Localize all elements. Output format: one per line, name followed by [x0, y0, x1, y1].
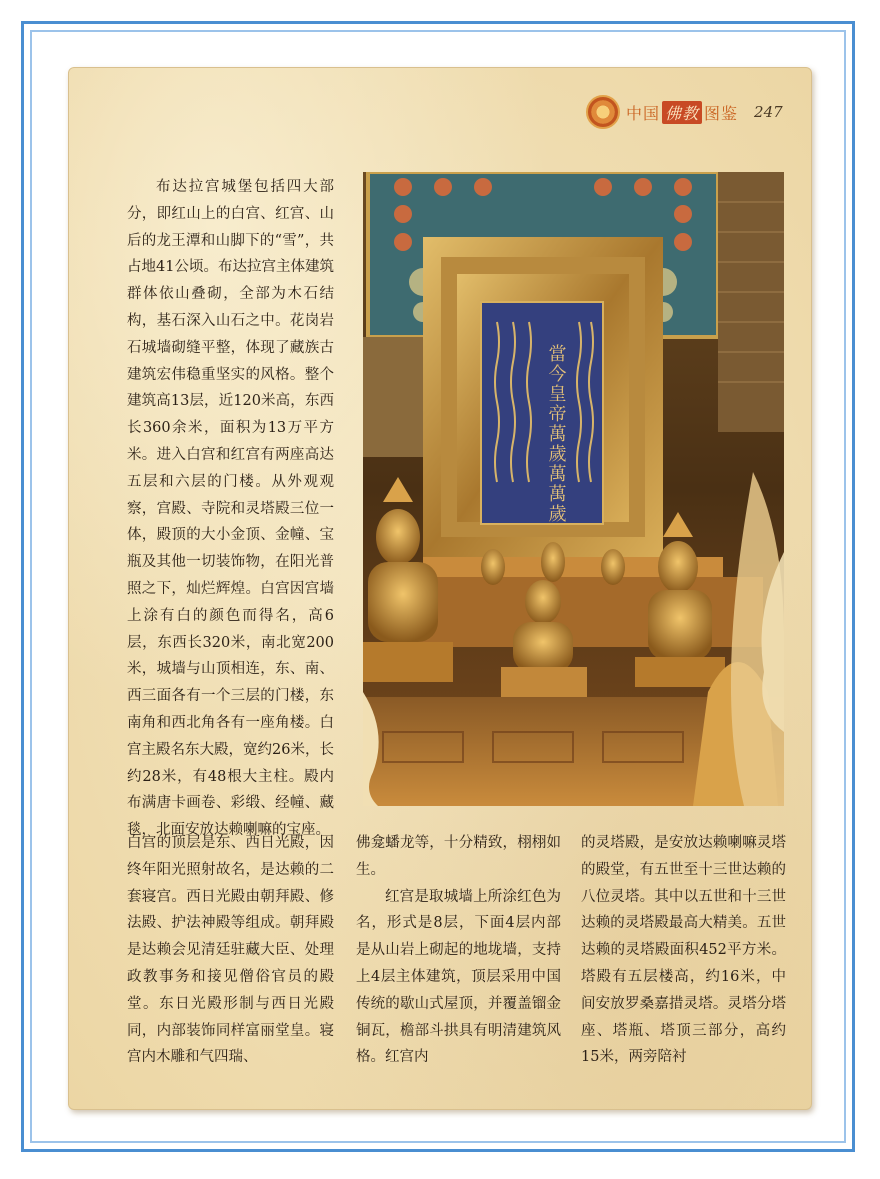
paragraph-potala-intro: 布达拉宫城堡包括四大部分，即红山上的白宫、红宫、山后的龙王潭和山脚下的“雪”，共占地41公顷。布达拉宫主体建筑群体依山叠砌，全部为木石结构，基石深入山石之中。花岗岩石城墙砌缝平整，体现了藏族古建筑宏伟稳重坚实的风格。整个建筑高13层，近120米高，东西长360余米，面积为13万平方米。进入白宫和红宫有两座高达五层和六层的门楼。从外观观察，宫殿、寺院和灵塔殿三位一体，殿顶的大小金顶、金幢、宝瓶及其他一切装饰物，在阳光普照之下，灿烂辉煌。白宫因宫墙上涂有白的颜色而得名，高6层，东西长320米，南北宽200米，城墙与山顶相连，东、南、西三面各有一个三层的门楼，东南角和西北角各有一座角楼。白宫主殿名东大殿，宽约26米，长约28米，有48根大主柱。殿内布满唐卡画卷、彩缎、经幢、藏毯，北面安放达赖喇嘛的宝座。 [127, 179, 334, 839]
book-title-highlight: 佛教 [662, 101, 702, 124]
column-1-lower [127, 830, 334, 1071]
book-title [626, 101, 738, 124]
column-3 [581, 830, 786, 1071]
page-number: 247 [754, 103, 783, 121]
book-title-right: 图鉴 [704, 103, 739, 123]
book-title-left: 中国 [626, 103, 661, 123]
column-2 [356, 830, 561, 1071]
dharma-wheel-logo-icon [586, 95, 620, 129]
paragraph-red-palace: 红宫是取城墙上所涂红色为名，形式是8层，下面4层内部是从山岩上砌起的地垅墙，支持上4层主体建筑，顶层采用中国传统的歇山式屋顶，并覆盖镏金铜瓦，檐部斗拱具有明清建筑风格。红宫内 [356, 888, 561, 1066]
paragraph-white-palace-continued: 白宫的顶层是东、西日光殿，因终年阳光照射故名，是达赖的二套寝宫。西日光殿由朝拜殿、修法殿、护法神殿等组成。朝拜殿是达赖会见清廷驻藏大臣、处理政教事务和接见僧俗官员的殿堂。东日光殿形制与西日光殿同，内部装饰同样富丽堂皇。寝宫内木雕和气四瑞、 [127, 835, 334, 1066]
column-1-upper [127, 174, 334, 844]
paragraph-stupa-hall: 的灵塔殿，是安放达赖喇嘛灵塔的殿堂，有五世至十三世达赖的八位灵塔。其中以五世和十三世达赖的灵塔殿最高大精美。五世达赖的灵塔殿面积452平方米。塔殿有五层楼高，约16米，中间安放罗桑嘉措灵塔。灵塔分塔座、塔瓶、塔顶三部分，高约15米，两旁陪衬 [581, 835, 786, 1066]
plaque-chinese-text: 當今皇帝萬歲萬萬歲 [545, 344, 567, 524]
page-header [586, 94, 783, 130]
shrine-photo [363, 172, 784, 806]
paragraph-niches-continued: 佛龛蟠龙等，十分精致，栩栩如生。 [356, 835, 561, 878]
